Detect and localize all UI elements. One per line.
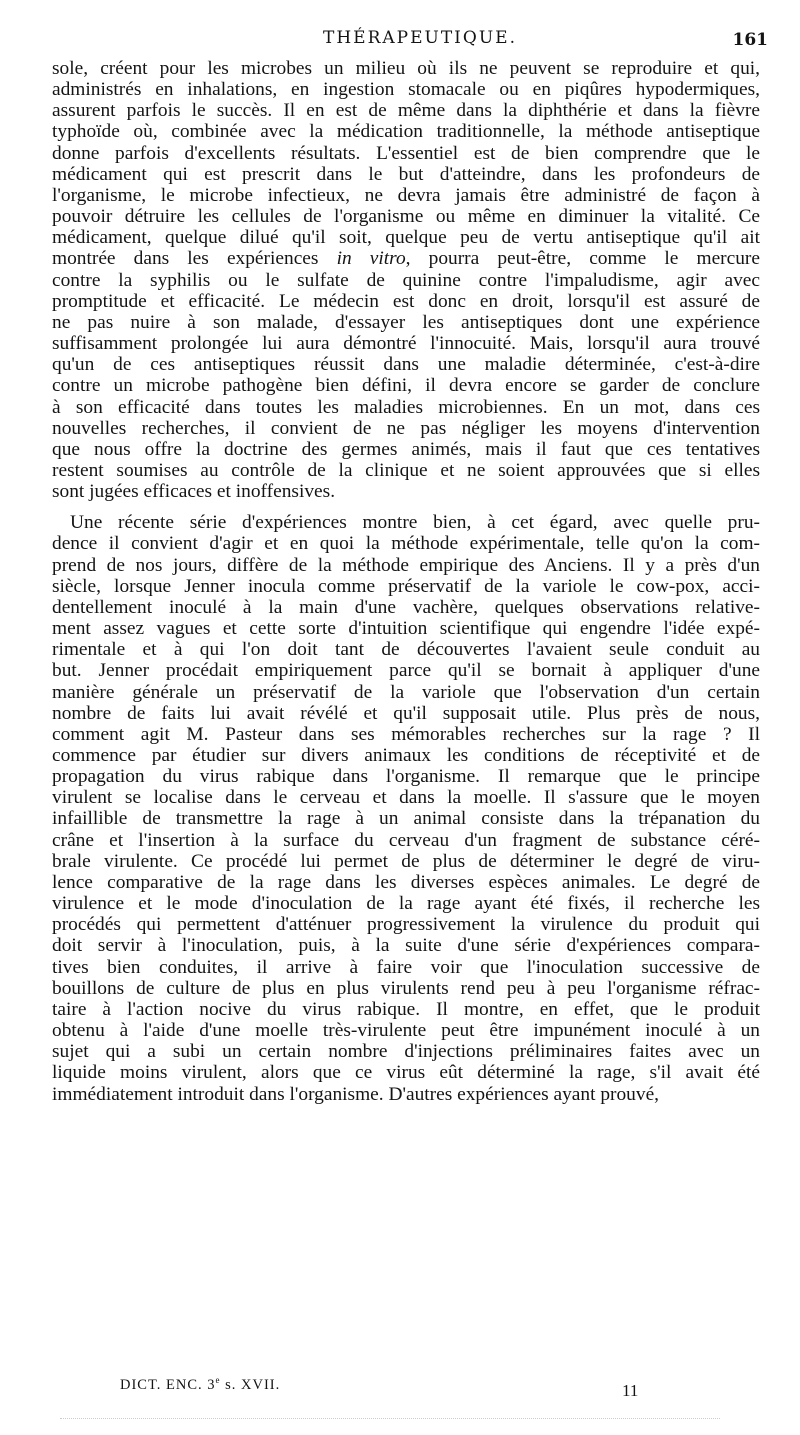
text-line: immédiatement introduit dans l'organisme. D'autres expériences ayant prouvé, <box>52 1083 660 1105</box>
text-line: siècle, lorsque Jenner inocula comme préservatif de la variole le cow-pox, acci- <box>52 575 760 597</box>
text-line: tives bien conduites, il arrive à faire voir que l'inoculation successive de <box>52 956 760 978</box>
text-line: liquide moins virulent, alors que ce virus eût déterminé la rage, s'il avait été <box>52 1062 760 1084</box>
text-line: suffisamment prolongée lui aura démontré l'innocuité. Mais, lorsqu'il aura trouvé <box>52 333 760 355</box>
page-footer <box>0 1375 800 1405</box>
text-line: crâne et l'insertion à la surface du cerveau d'un fragment de substance céré- <box>52 829 760 851</box>
text-line: prend de nos jours, diffère de la méthode empirique des Anciens. Il y a près d'un <box>52 554 760 576</box>
text-line: obtenu à l'aide d'une moelle très-virulente peut être impunément inoculé à un <box>52 1020 760 1042</box>
text-line: promptitude et efficacité. Le médecin est donc en droit, lorsqu'il est assuré de <box>52 290 760 312</box>
text-line: typhoïde où, combinée avec la médication traditionnelle, la méthode antiseptique <box>52 121 760 143</box>
text-line: taire à l'action nocive du virus rabique. Il montre, en effet, que le produit <box>52 998 760 1020</box>
text-line: restent soumises au contrôle de la clinique et ne soient approuvées que si elles <box>52 459 760 481</box>
text-line: dence il convient d'agir et en quoi la méthode expérimentale, telle qu'on la com- <box>52 533 760 555</box>
text-line: ne pas nuire à son malade, d'essayer les antiseptiques dont une expérience <box>52 311 760 333</box>
page-number: 161 <box>732 30 768 50</box>
paragraph-gap <box>52 502 760 512</box>
text-line: brale virulente. Ce procédé lui permet de plus de déterminer le degré de viru- <box>52 850 760 872</box>
italic-term: in vitro <box>336 248 406 270</box>
text-line: à son efficacité dans toutes les maladies microbiennes. En un mot, dans ces <box>52 396 760 418</box>
text-line: sujet qui a subi un certain nombre d'injections préliminaires faites avec un <box>52 1041 760 1063</box>
printer-signature: DICT. ENC. 3e s. XVII. <box>120 1375 281 1393</box>
text-line: but. Jenner procédait empiriquement parce qu'il se bornait à appliquer d'une <box>52 660 760 682</box>
paragraph-1 <box>52 58 760 502</box>
text-line: que nous offre la doctrine des germes animés, mais il faut que ces tentatives <box>52 438 760 460</box>
text-line: sole, créent pour les microbes un milieu où ils ne peuvent se reproduire et qui, <box>52 58 760 79</box>
text-line: nouvelles recherches, il convient de ne pas négliger les moyens d'intervention <box>52 417 760 439</box>
text-line: procédés qui permettent d'atténuer progressivement la virulence du produit qui <box>52 914 760 936</box>
text-line: médicament qui est prescrit dans le but d'atteindre, dans les profondeurs de <box>52 163 760 185</box>
text-line: propagation du virus rabique dans l'organisme. Il remarque que le principe <box>52 766 760 788</box>
series-superscript: e <box>215 1375 221 1385</box>
text-line: comment agit M. Pasteur dans ses mémorables recherches sur la rage ? Il <box>52 723 760 745</box>
running-title: THÉRAPEUTIQUE. <box>323 28 517 48</box>
running-head <box>0 28 800 56</box>
bottom-rule <box>60 1418 720 1419</box>
text-line: l'organisme, le microbe infectieux, ne devra jamais être administré de façon à <box>52 184 760 206</box>
text-line: contre la syphilis ou le sulfate de quinine contre l'impaludisme, agir avec <box>52 269 760 291</box>
text-line: montrée dans les expériences in vitro, pourra peut-être, comme le mercure <box>52 248 760 270</box>
text-line: infaillible de transmettre la rage à un animal consiste dans la trépanation du <box>52 808 760 830</box>
text-line: commence par étudier sur divers animaux les conditions de réceptivité et de <box>52 745 760 766</box>
text-line: pouvoir détruire les cellules de l'organisme ou même en diminuer la vitalité. Ce <box>52 206 760 228</box>
paragraph-2 <box>52 512 760 1104</box>
text-line: contre un microbe pathogène bien défini, il devra encore se garder de conclure <box>52 375 760 397</box>
text-line: lence comparative de la rage dans les diverses espèces animales. Le degré de <box>52 871 760 893</box>
text-line: ment assez vagues et cette sorte d'intuition scientifique qui engendre l'idée expé- <box>52 618 760 640</box>
text-line: doit servir à l'inoculation, puis, à la suite d'une série d'expériences compara- <box>52 935 760 957</box>
text-line: dentellement inoculé à la main d'une vachère, quelques observations relative- <box>52 596 760 618</box>
text-line: qu'un de ces antiseptiques réussit dans une maladie déterminée, c'est-à-dire <box>52 354 760 376</box>
text-line: médicament, quelque dilué qu'il soit, quelque peu de vertu antiseptique qu'il ait <box>52 227 760 249</box>
text-line: virulent se localise dans le cerveau et dans la moelle. Il s'assure que le moyen <box>52 787 760 809</box>
text-line: administrés en inhalations, en ingestion stomacale ou en piqûres hypodermiques, <box>52 79 760 101</box>
text-line: manière générale un préservatif de la variole que l'observation d'un certain <box>52 681 760 703</box>
text-line: Une récente série d'expériences montre bien, à cet égard, avec quelle pru- <box>70 512 760 534</box>
body-text <box>52 58 760 1105</box>
signature-number: 11 <box>622 1381 639 1400</box>
text-line: virulence et le mode d'inoculation de la rage ayant été fixés, il recherche les <box>52 893 760 915</box>
text-line: rimentale et à qui l'on doit tant de découvertes l'avaient seule conduit au <box>52 639 760 661</box>
text-line: assurent parfois le succès. Il en est de même dans la diphthérie et dans la fièvre <box>52 100 760 122</box>
text-line: sont jugées efficaces et inoffensives. <box>52 481 336 503</box>
text-line: bouillons de culture de plus en plus virulents rend peu à peu l'organisme réfrac- <box>52 977 760 999</box>
text-line: donne parfois d'excellents résultats. L'essentiel est de bien comprendre que le <box>52 142 760 164</box>
text-line: nombre de faits lui avait révélé et qu'il supposait utile. Plus près de nous, <box>52 702 760 724</box>
